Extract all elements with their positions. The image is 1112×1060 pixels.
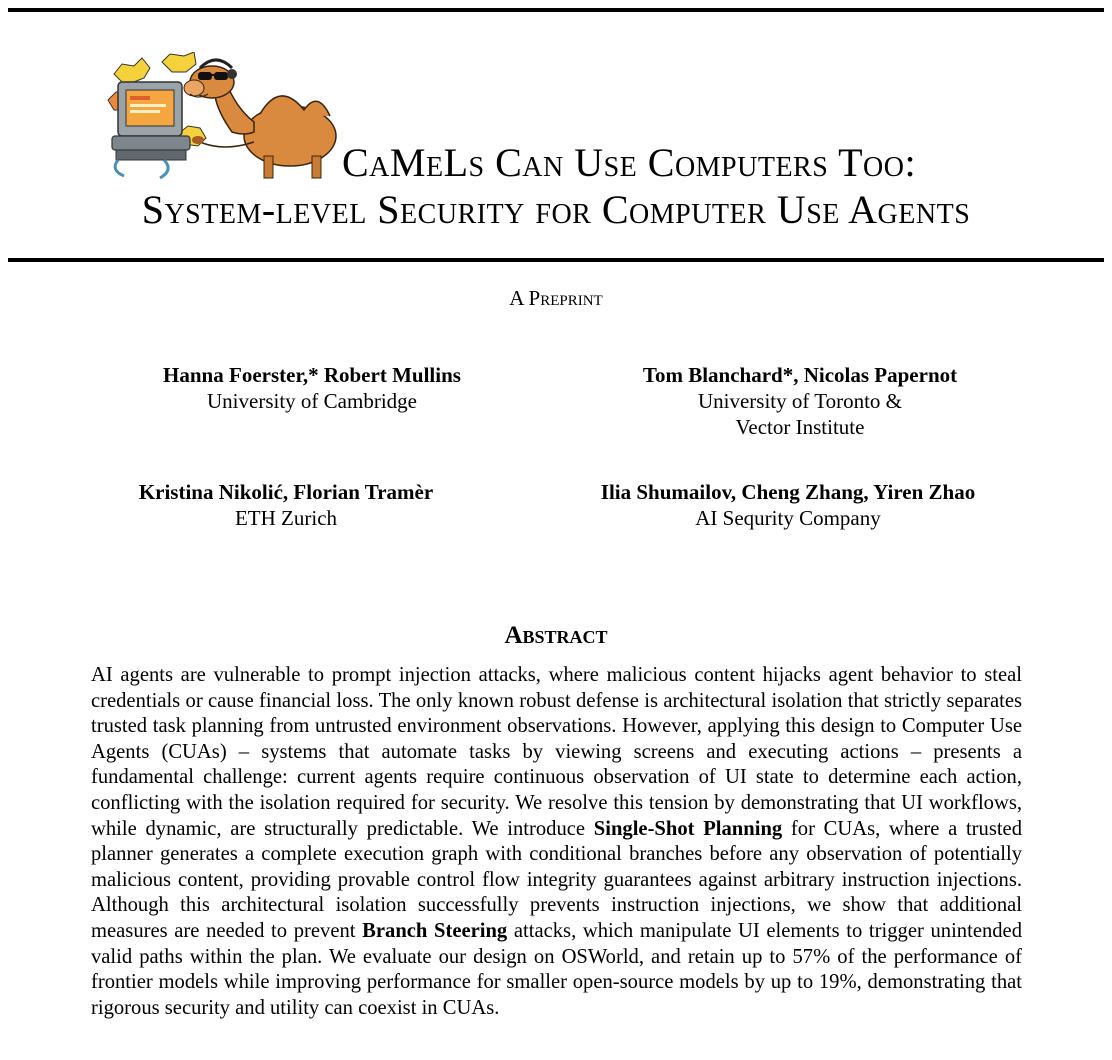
preprint-label: A Preprint [509,286,603,310]
abstract-text: AI agents are vulnerable to prompt injection attacks, where malicious content hijacks agent behavior to steal credentials or cause financial loss. The only known robust defense is architectural isolation that strictly separates trusted task planning from untrusted environment observations. However, applying this design to Computer Use Agents (CUAs) – systems that automate tasks by viewing screens and executing actions – presents a fundamental challenge: current agents require continuous observation of UI state to determine each action, conflicting with the isolation required for security. We resolve this tension by demonstrating that UI workflows, while dynamic, are structurally predictable. We introduce [91,664,1022,840]
author-affiliation: University of Toronto & [697,389,903,413]
author-affiliation: University of Cambridge [207,389,417,413]
author-names: Ilia Shumailov, Cheng Zhang, Yiren Zhao [600,480,976,504]
camel-computer-logo-icon [104,52,340,180]
author-names: Hanna Foerster,* Robert Mullins [163,363,461,387]
paper-title-line-1: CaMeLs Can Use Computers Too: [342,140,917,185]
abstract-body [91,663,1022,1021]
bottom-rule [8,258,1104,262]
abstract-text: for CUAs, where a trusted planner generates a complete execution graph with conditional branches before any observation of potentially malicious content, providing provable control flow integrity guarantees against arbitrary instruction injections. Although this architectural isolation successfully prevents instruction injections, we show that additional measures are needed to prevent [91,817,1022,942]
author-block [588,479,988,531]
author-affiliation: Vector Institute [735,415,865,439]
top-rule [8,8,1104,12]
camel-icon [184,60,336,178]
author-affiliation: ETH Zurich [234,506,338,530]
computer-icon [112,82,190,178]
author-affiliation: AI Sequrity Company [695,506,881,530]
author-names: Kristina Nikolić, Florian Tramèr [138,480,434,504]
paper-title-line-2: System-level Security for Computer Use Agents [141,187,971,232]
author-block [112,362,512,414]
author-names: Tom Blanchard*, Nicolas Papernot [642,363,958,387]
abstract-emphasis: Branch Steering [362,919,508,942]
author-block [600,362,1000,440]
author-block [86,479,486,531]
abstract-text: attacks, which manipulate UI elements to trigger unintended valid paths within the plan. We evaluate our design on OSWorld, and retain up to 57% of the performance of frontier models while improving performance for smaller open-source models by up to 19%, demonstrating that rigorous security and utility can coexist in CUAs. [91,919,1022,1019]
abstract-heading: Abstract [504,622,608,649]
abstract-emphasis: Single-Shot Planning [593,817,783,840]
